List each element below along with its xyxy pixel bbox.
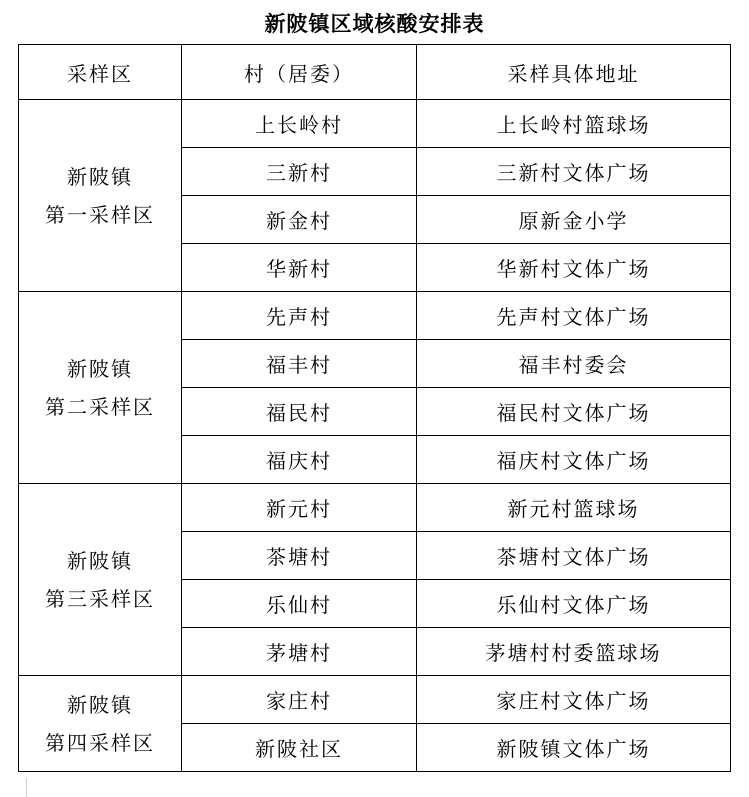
address-cell: 茅塘村村委篮球场	[417, 628, 731, 676]
address-cell: 新元村篮球场	[417, 484, 731, 532]
address-cell: 华新村文体广场	[417, 244, 731, 292]
address-cell: 乐仙村文体广场	[417, 580, 731, 628]
zone-name: 第四采样区	[45, 730, 155, 755]
address-cell: 福庆村文体广场	[417, 436, 731, 484]
header-address: 采样具体地址	[417, 45, 731, 100]
zone-cell	[19, 676, 182, 772]
zone-town: 新陂镇	[67, 164, 133, 189]
zone-name: 第二采样区	[45, 394, 155, 419]
zone-name: 第三采样区	[45, 586, 155, 611]
address-cell: 新陂镇文体广场	[417, 724, 731, 772]
village-cell: 茅塘村	[182, 628, 417, 676]
table-row	[19, 100, 731, 148]
village-cell: 新元村	[182, 484, 417, 532]
village-cell: 福庆村	[182, 436, 417, 484]
village-cell: 华新村	[182, 244, 417, 292]
village-cell: 福民村	[182, 388, 417, 436]
address-cell: 上长岭村篮球场	[417, 100, 731, 148]
village-cell: 上长岭村	[182, 100, 417, 148]
zone-town: 新陂镇	[67, 692, 133, 717]
village-cell: 家庄村	[182, 676, 417, 724]
address-cell: 先声村文体广场	[417, 292, 731, 340]
village-cell: 先声村	[182, 292, 417, 340]
table-row	[19, 676, 731, 724]
zone-town: 新陂镇	[67, 548, 133, 573]
sampling-schedule-table	[18, 44, 731, 772]
address-cell: 三新村文体广场	[417, 148, 731, 196]
zone-cell	[19, 484, 182, 676]
document-title: 新陂镇区域核酸安排表	[264, 11, 485, 36]
header-village: 村（居委）	[182, 45, 417, 100]
village-cell: 乐仙村	[182, 580, 417, 628]
table-row	[19, 292, 731, 340]
table-row	[19, 484, 731, 532]
zone-name: 第一采样区	[45, 202, 155, 227]
address-cell: 福丰村委会	[417, 340, 731, 388]
zone-town: 新陂镇	[67, 356, 133, 381]
header-zone: 采样区	[19, 45, 182, 100]
village-cell: 茶塘村	[182, 532, 417, 580]
address-cell: 茶塘村文体广场	[417, 532, 731, 580]
address-cell: 原新金小学	[417, 196, 731, 244]
village-cell: 三新村	[182, 148, 417, 196]
zone-cell	[19, 100, 182, 292]
address-cell: 福民村文体广场	[417, 388, 731, 436]
table-header-row	[19, 45, 731, 100]
village-cell: 新金村	[182, 196, 417, 244]
address-cell: 家庄村文体广场	[417, 676, 731, 724]
page-edge-divider	[26, 778, 27, 797]
zone-cell	[19, 292, 182, 484]
village-cell: 福丰村	[182, 340, 417, 388]
village-cell: 新陂社区	[182, 724, 417, 772]
